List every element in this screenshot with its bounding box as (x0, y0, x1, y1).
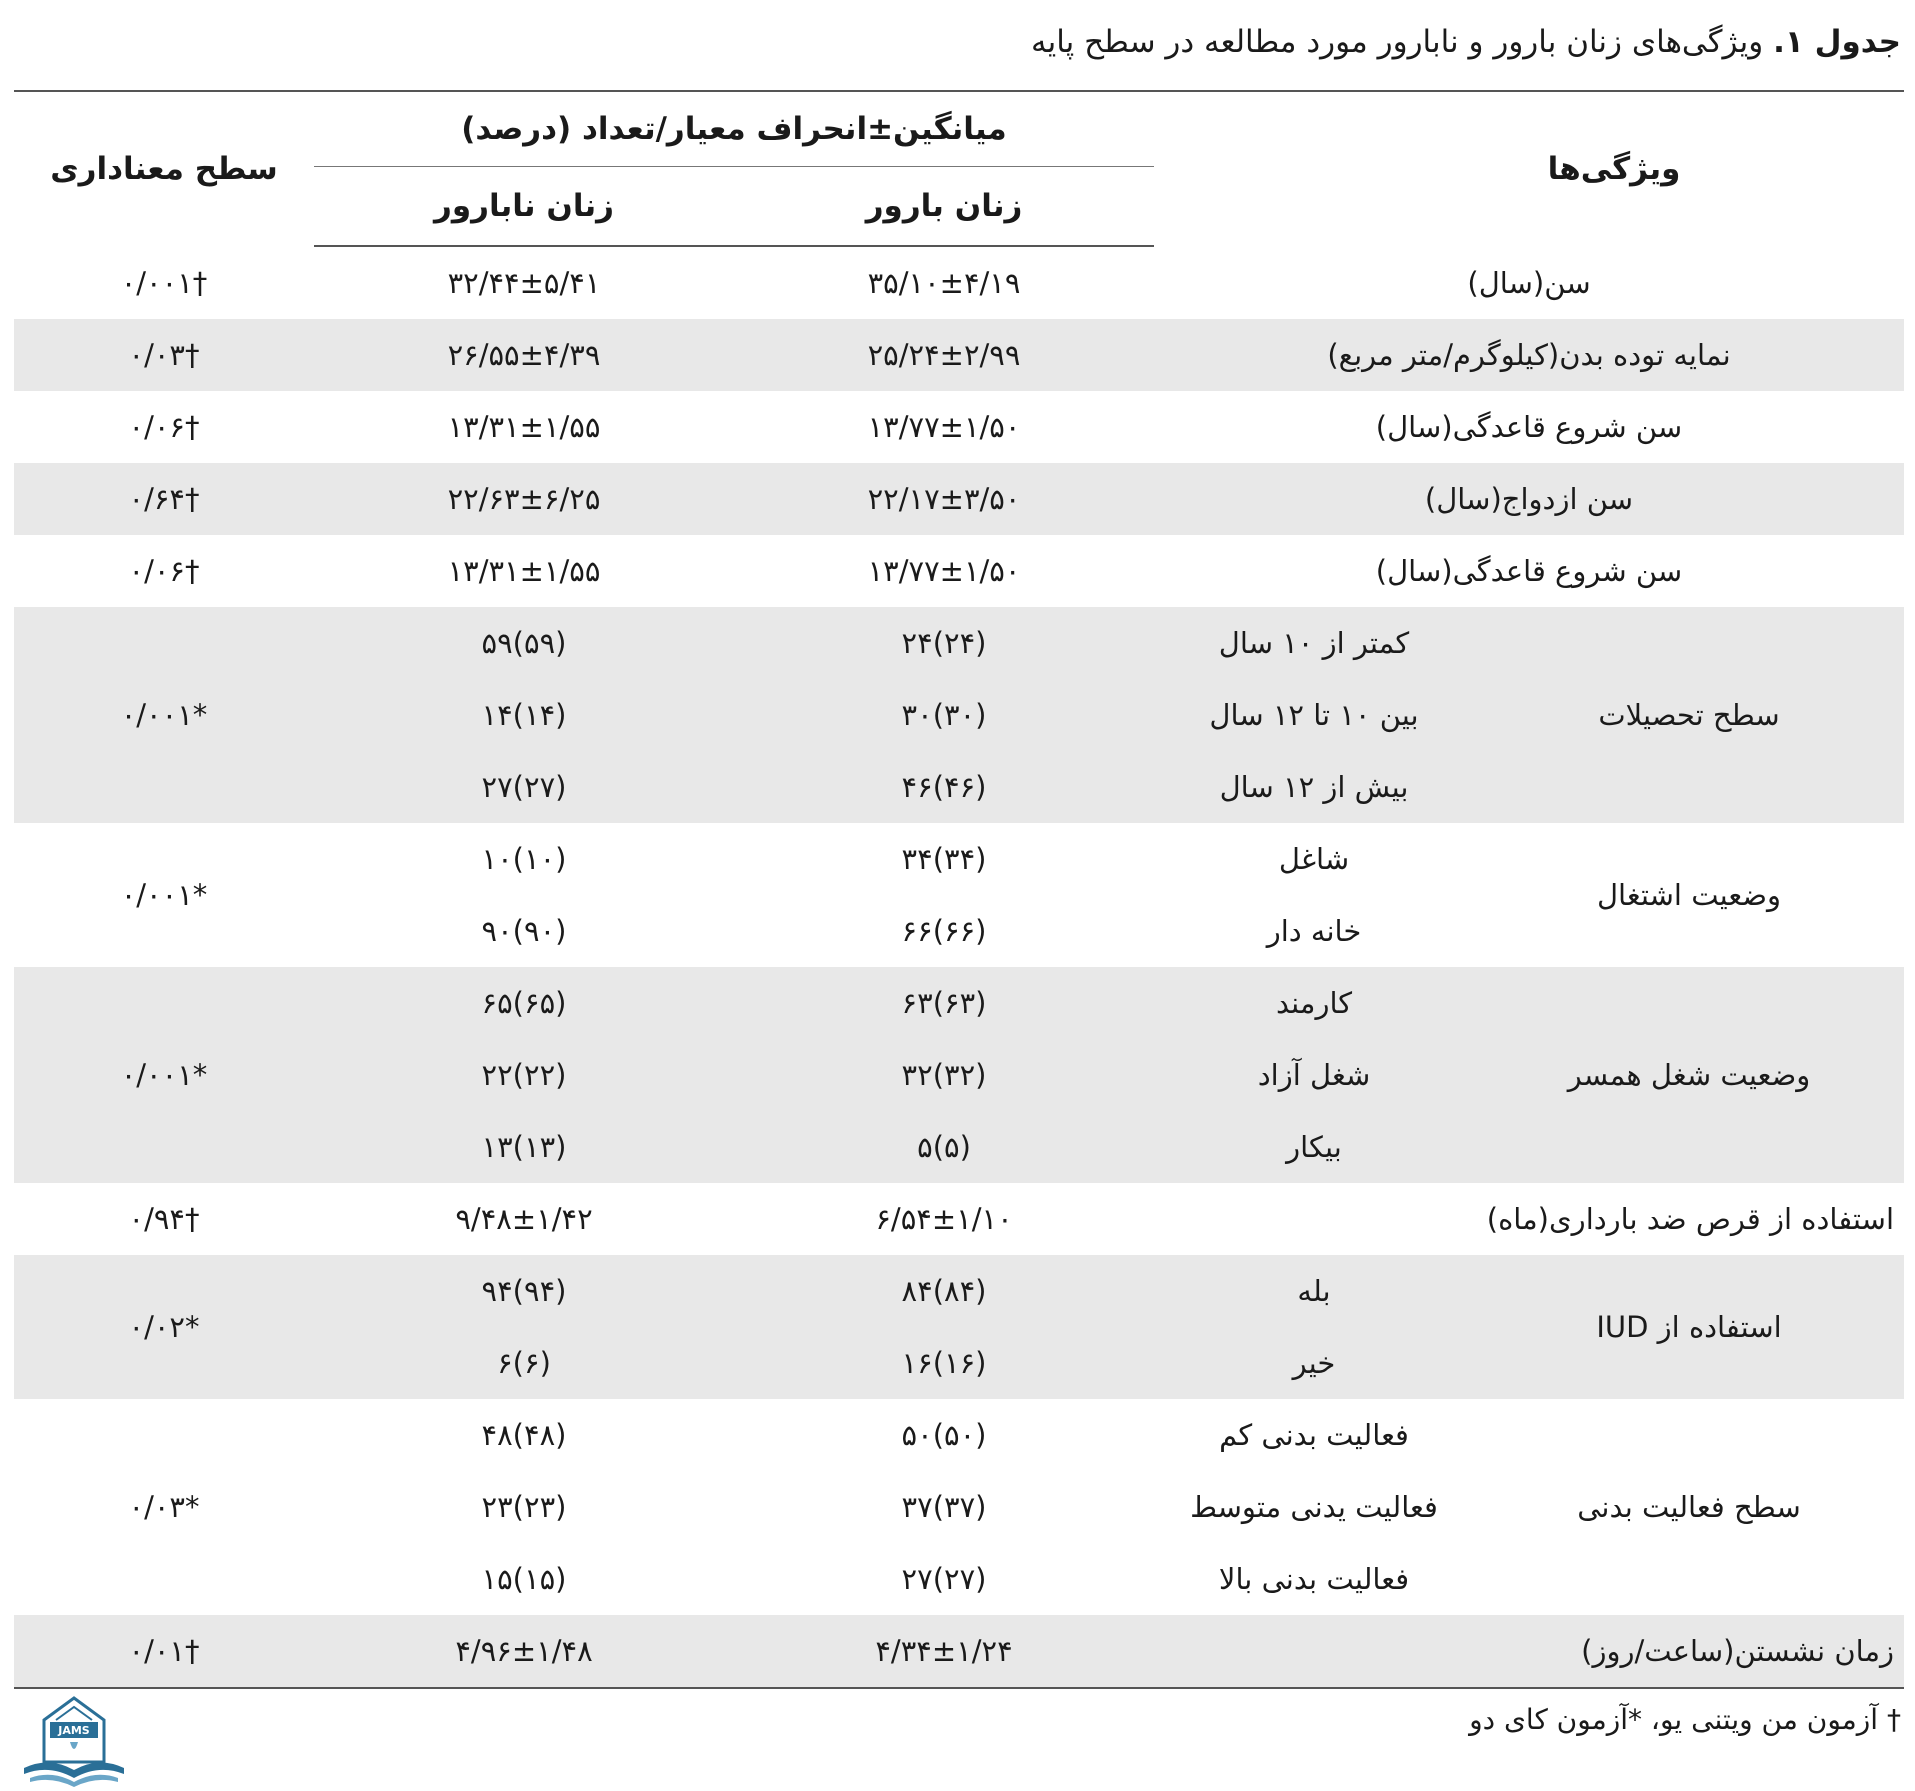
row-subcategory: بین ۱۰ تا ۱۲ سال (1154, 679, 1474, 751)
table-row (14, 391, 1904, 463)
row-fertile: ۱۶(۱۶) (734, 1327, 1154, 1399)
row-feature: نمایه توده بدن(کیلوگرم/متر مربع) (1154, 319, 1904, 391)
row-infertile: ۵۹(۵۹) (314, 607, 734, 679)
table-caption (401, 18, 1901, 66)
jams-logo-icon (14, 1690, 134, 1790)
row-fertile: ۲۲/۱۷±۳/۵۰ (734, 463, 1154, 535)
table-row (14, 1615, 1904, 1688)
table-row (14, 607, 1904, 679)
row-fertile: ۳۰(۳۰) (734, 679, 1154, 751)
row-infertile: ۹۴(۹۴) (314, 1255, 734, 1327)
row-infertile: ۹/۴۸±۱/۴۲ (455, 1202, 593, 1236)
row-fertile: ۱۳/۷۷±۱/۵۰ (867, 410, 1021, 444)
header-significance (14, 91, 314, 246)
row-infertile: ۳۲/۴۴±۵/۴۱ (447, 266, 601, 300)
activity-p-value: ۰/۰۳* (128, 1490, 200, 1524)
row-fertile: ۲۷(۲۷) (901, 1562, 987, 1596)
row-infertile: ۶۵(۶۵) (314, 967, 734, 1039)
row-infertile: ۲۶/۵۵±۴/۳۹ (314, 319, 734, 391)
row-infertile: ۱۳/۳۱±۱/۵۵ (447, 410, 601, 444)
row-subcategory: بیکار (1154, 1111, 1474, 1183)
header-features: ویژگی‌ها (1547, 151, 1681, 187)
row-infertile: ۲۳(۲۳) (481, 1490, 567, 1524)
row-fertile: ۲۵/۲۴±۲/۹۹ (734, 319, 1154, 391)
activity-feature: سطح فعالیت بدنی (1577, 1490, 1801, 1524)
caption-text: ویژگی‌های زنان بارور و نابارور مورد مطالعه در سطح پایه (1030, 24, 1774, 60)
row-infertile: ۴/۹۶±۱/۴۸ (314, 1615, 734, 1688)
baseline-characteristics-table (14, 90, 1904, 1689)
row-fertile: ۴/۳۴±۱/۲۴ (734, 1615, 1154, 1688)
employment-p-value: ۰/۰۰۱* (120, 878, 208, 912)
row-fertile: ۲۴(۲۴) (734, 607, 1154, 679)
row-subcategory: خیر (1154, 1327, 1474, 1399)
row-fertile: ۳۲(۳۲) (734, 1039, 1154, 1111)
row-infertile: ۶(۶) (314, 1327, 734, 1399)
row-feature: سن شروع قاعدگی(سال) (1375, 554, 1683, 588)
row-feature: زمان نشستن(ساعت/روز) (1154, 1615, 1904, 1688)
row-subcategory: شاغل (1278, 842, 1350, 876)
row-feature: سن ازدواج(سال) (1154, 463, 1904, 535)
table-row (14, 823, 1904, 895)
row-subcategory: بله (1154, 1255, 1474, 1327)
row-subcategory: خانه دار (1266, 914, 1362, 948)
employment-feature: وضعیت اشتغال (1596, 878, 1782, 912)
row-fertile: ۶/۵۴±۱/۱۰ (875, 1202, 1013, 1236)
row-subcategory: کمتر از ۱۰ سال (1154, 607, 1474, 679)
iud-feature: استفاده از IUD (1474, 1255, 1904, 1399)
row-subcategory: فعالیت بدنی بالا (1218, 1562, 1410, 1596)
row-fertile: ۶۶(۶۶) (901, 914, 987, 948)
table-row (14, 246, 1904, 319)
table-row (14, 463, 1904, 535)
row-subcategory: بیش از ۱۲ سال (1154, 751, 1474, 823)
row-subcategory: کارمند (1154, 967, 1474, 1039)
row-fertile: ۶۳(۶۳) (734, 967, 1154, 1039)
row-fertile: ۵(۵) (734, 1111, 1154, 1183)
row-infertile: ۲۲(۲۲) (314, 1039, 734, 1111)
row-fertile: ۵۰(۵۰) (901, 1418, 987, 1452)
table-footnote: † آزمون من ویتنی یو، *آزمون کای دو (1469, 1703, 1901, 1736)
row-p-value: ۰/۰۰۱† (120, 265, 208, 300)
spouse-job-feature: وضعیت شغل همسر (1474, 967, 1904, 1183)
row-feature: سن(سال) (1467, 265, 1591, 300)
spouse-job-p-value: ۰/۰۰۱* (14, 967, 314, 1183)
row-fertile: ۳۷(۳۷) (901, 1490, 987, 1524)
row-fertile: ۳۵/۱۰±۴/۱۹ (867, 266, 1021, 300)
row-p-value: ۰/۹۴† (128, 1202, 200, 1236)
row-infertile: ۱۳(۱۳) (314, 1111, 734, 1183)
row-infertile: ۱۵(۱۵) (481, 1562, 567, 1596)
row-subcategory: شغل آزاد (1154, 1039, 1474, 1111)
table-row (14, 319, 1904, 391)
row-subcategory: فعالیت یدنی متوسط (1190, 1490, 1438, 1524)
iud-p-value: ۰/۰۲* (14, 1255, 314, 1399)
svg-text:JAMS: JAMS (58, 1724, 90, 1737)
education-feature: سطح تحصیلات (1474, 607, 1904, 823)
row-fertile: ۳۴(۳۴) (901, 842, 987, 876)
row-p-value: ۰/۰۱† (14, 1615, 314, 1688)
row-fertile: ۴۶(۴۶) (734, 751, 1154, 823)
row-feature: استفاده از قرص ضد بارداری(ماه) (1486, 1202, 1895, 1236)
header-group: میانگین±انحراف معیار/تعداد (درصد) (314, 91, 1154, 167)
row-fertile: ۱۳/۷۷±۱/۵۰ (867, 554, 1021, 588)
table-row (14, 1255, 1904, 1327)
table-row (14, 535, 1904, 607)
caption-label: جدول ۱. (1773, 24, 1901, 60)
row-fertile: ۸۴(۸۴) (734, 1255, 1154, 1327)
header-infertile: زنان نابارور (314, 167, 734, 247)
row-subcategory: فعالیت بدنی کم (1219, 1418, 1409, 1452)
education-p-value: ۰/۰۰۱* (14, 607, 314, 823)
row-infertile: ۹۰(۹۰) (481, 914, 567, 948)
table-row (14, 1399, 1904, 1471)
table-row (14, 967, 1904, 1039)
row-infertile: ۱۴(۱۴) (314, 679, 734, 751)
row-p-value: ۰/۰۶† (128, 554, 200, 588)
header-significance-text: سطح معناداری (50, 151, 278, 187)
row-infertile: ۱۰(۱۰) (481, 842, 567, 876)
row-infertile: ۱۳/۳۱±۱/۵۵ (447, 554, 601, 588)
row-infertile: ۲۷(۲۷) (314, 751, 734, 823)
row-infertile: ۴۸(۴۸) (481, 1418, 567, 1452)
row-p-value: ۰/۰۶† (128, 410, 200, 444)
row-feature: سن شروع قاعدگی(سال) (1375, 410, 1683, 444)
table-row (14, 1183, 1904, 1255)
row-p-value: ۰/۶۴† (14, 463, 314, 535)
row-p-value: ۰/۰۳† (14, 319, 314, 391)
row-infertile: ۲۲/۶۳±۶/۲۵ (314, 463, 734, 535)
header-fertile: زنان بارور (734, 167, 1154, 247)
